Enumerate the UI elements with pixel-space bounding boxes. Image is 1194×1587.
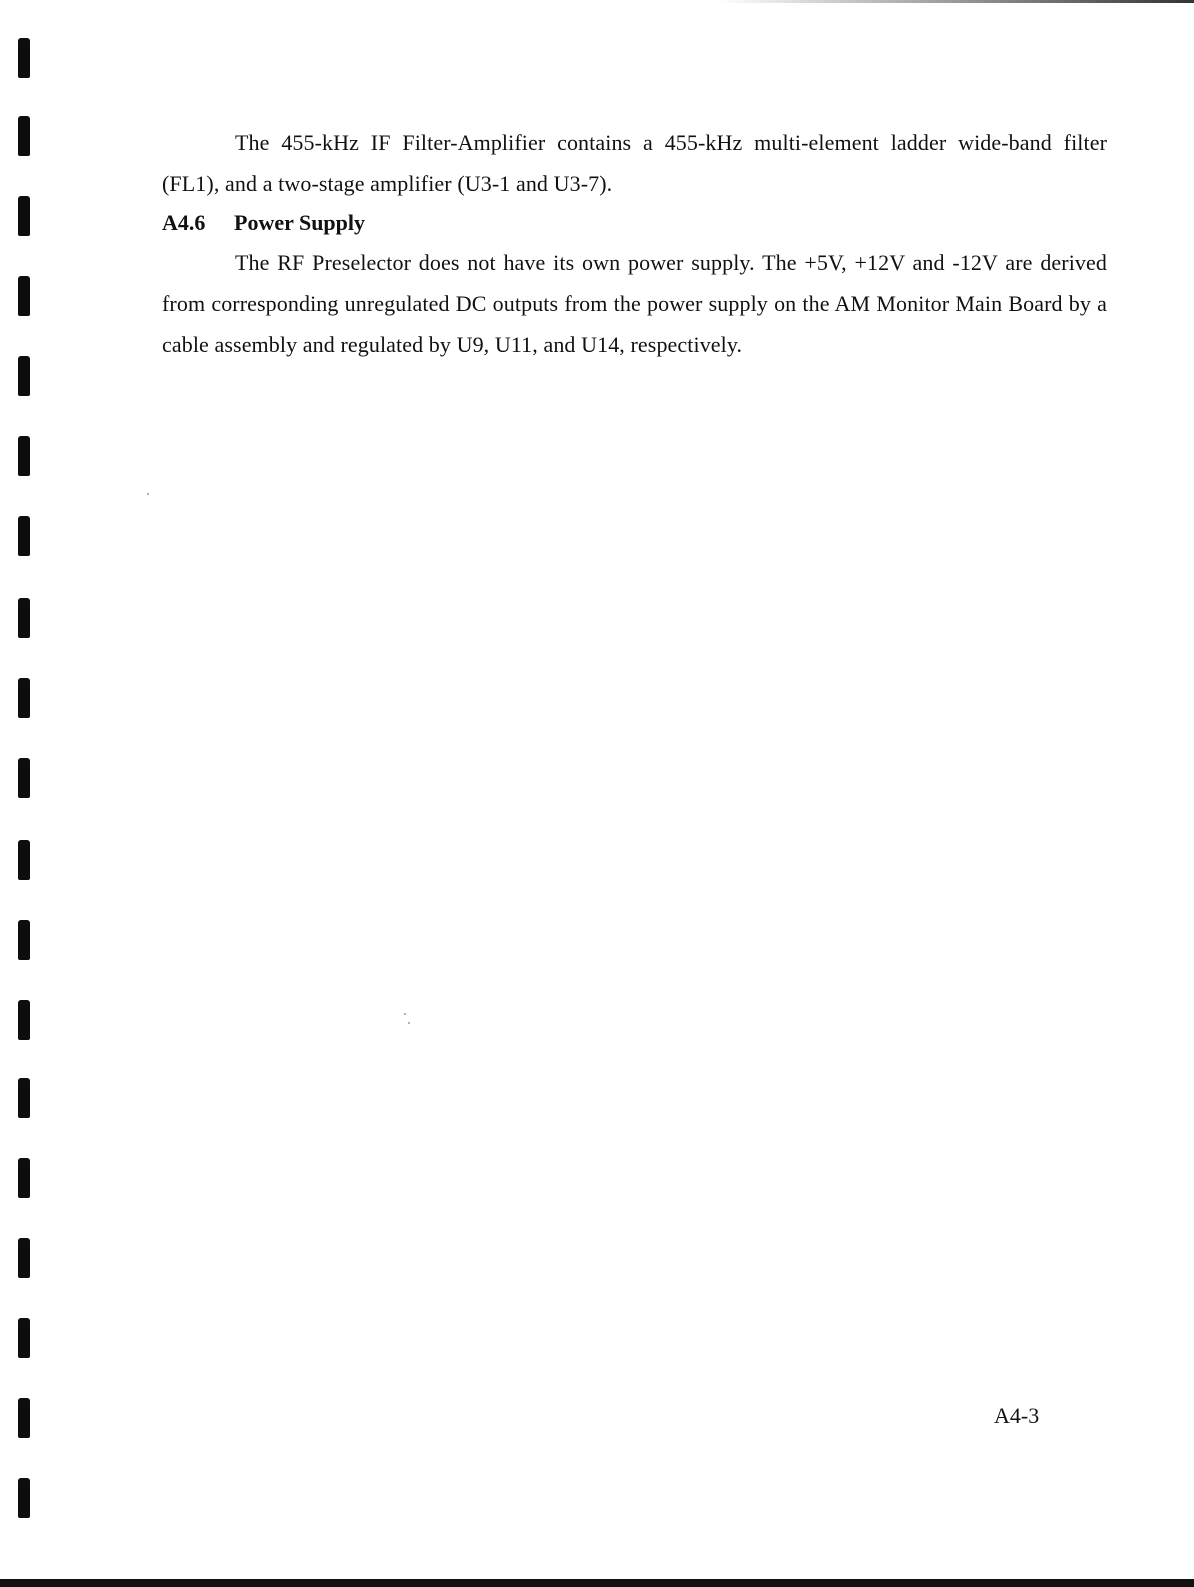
binding-hole bbox=[18, 1398, 30, 1438]
scan-top-edge bbox=[0, 0, 1194, 3]
section-title: Power Supply bbox=[234, 210, 366, 235]
binding-hole bbox=[18, 1478, 30, 1518]
binding-hole bbox=[18, 1078, 30, 1118]
binding-hole bbox=[18, 276, 30, 316]
binding-hole bbox=[18, 436, 30, 476]
binding-hole bbox=[18, 1158, 30, 1198]
section-heading bbox=[162, 204, 1107, 242]
scan-speck bbox=[408, 1022, 410, 1024]
scan-speck bbox=[404, 1013, 406, 1015]
scan-bottom-edge bbox=[0, 1579, 1194, 1587]
binding-hole bbox=[18, 196, 30, 236]
paragraph-power-supply: The RF Preselector does not have its own power supply. The +5V, +12V and -12V are derived from corresponding unregulated DC outputs from the power supply on the AM Monitor Main Board by a cable assembly and regulated by U9, U11, and U14, respectively. bbox=[162, 250, 1107, 357]
binding-hole bbox=[18, 356, 30, 396]
binding-hole bbox=[18, 678, 30, 718]
scan-speck bbox=[147, 493, 149, 495]
binding-hole bbox=[18, 598, 30, 638]
paragraph-if-filter: The 455-kHz IF Filter-Amplifier contains a 455-kHz multi-element ladder wide-band filter (FL1), and a two-stage amplifier (U3-1 and U3-7). bbox=[162, 130, 1107, 196]
binding-hole bbox=[18, 38, 30, 78]
document-body bbox=[162, 122, 1107, 365]
binding-holes bbox=[18, 0, 38, 1587]
binding-hole bbox=[18, 920, 30, 960]
binding-hole bbox=[18, 1000, 30, 1040]
binding-hole bbox=[18, 1238, 30, 1278]
binding-hole bbox=[18, 1318, 30, 1358]
binding-hole bbox=[18, 840, 30, 880]
page-number: A4-3 bbox=[994, 1403, 1040, 1428]
binding-hole bbox=[18, 758, 30, 798]
binding-hole bbox=[18, 516, 30, 556]
binding-hole bbox=[18, 116, 30, 156]
section-number: A4.6 bbox=[162, 210, 206, 235]
